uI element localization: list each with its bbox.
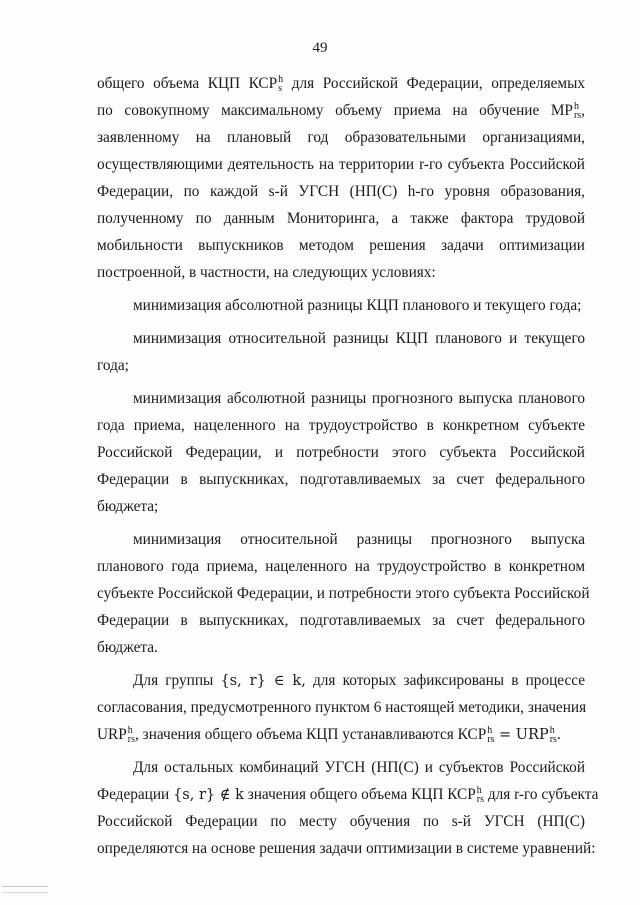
text-line: по совокупному максимальному объему приема на обучение МР h rs ,: [97, 101, 585, 122]
text-line: Федерации, по каждой s-й УГСН (НП(С) h-го уровня образования,: [97, 183, 585, 200]
scan-edge-mark: [2, 892, 48, 893]
text-line: определяются на основе решения задачи оптимизации в системе уравнений:: [97, 840, 596, 857]
text-line: осуществляющими деятельность на территории r-го субъекта Российской: [97, 156, 585, 173]
text-line: полученному по данным Мониторинга, а также фактора трудовой: [97, 210, 585, 227]
text-line: бюджета;: [97, 498, 159, 515]
text-line: мобильности выпускников методом решения задачи оптимизации: [97, 237, 585, 254]
text-line: Российской Федерации по месту обучения по s-й УГСН (НП(С): [97, 813, 585, 830]
text-line: года приема, нацеленного на трудоустройство в конкретном субъекте: [97, 417, 585, 434]
text-line: построенной, в частности, на следующих условиях:: [97, 264, 436, 281]
page-number: 49: [312, 40, 328, 56]
text-line: Федерации {s, r} ∉ k значения общего объема КЦП КСР h rs для r-го субъекта: [97, 785, 599, 806]
text-line: Российской Федерации, и потребности этого субъекта Российской: [97, 444, 585, 461]
text-line: Для группы {s, r} ∈ k, для которых зафиксированы в процессе: [133, 672, 586, 689]
text-line: года;: [97, 357, 129, 374]
document-body: [97, 70, 599, 862]
text-line: общего объема КЦП КСР h s для Российской Федерации, определяемых: [97, 74, 585, 95]
scan-edge-mark: [2, 886, 48, 887]
text-line: минимизация абсолютной разницы КЦП планового и текущего года;: [133, 297, 582, 314]
text-line: минимизация относительной разницы КЦП планового и текущего: [133, 330, 585, 347]
text-line: субъекте Российской Федерации, и потребности этого субъекта Российской: [97, 585, 590, 602]
text-line: Федерации в выпускниках, подготавливаемых за счет федерального: [97, 471, 585, 488]
text-line: минимизация относительной разницы прогнозного выпуска: [133, 531, 585, 548]
text-line: Для остальных комбинаций УГСН (НП(С) и субъектов Российской: [133, 759, 585, 776]
text-line: согласования, предусмотренного пунктом 6 настоящей методики, значения: [97, 699, 587, 716]
text-line: бюджета.: [97, 639, 158, 656]
text-line: планового года приема, нацеленного на трудоустройство в конкретном: [97, 558, 585, 575]
text-line: Федерации в выпускниках, подготавливаемых за счет федерального: [97, 612, 585, 629]
text-line: заявленному на плановый год образовательными организациями,: [97, 129, 585, 146]
text-line: минимизация абсолютной разницы прогнозного выпуска планового: [133, 390, 585, 407]
text-line: URP h rs , значения общего объема КЦП устанавливаются КСР h rs = URP h rs .: [97, 725, 561, 746]
